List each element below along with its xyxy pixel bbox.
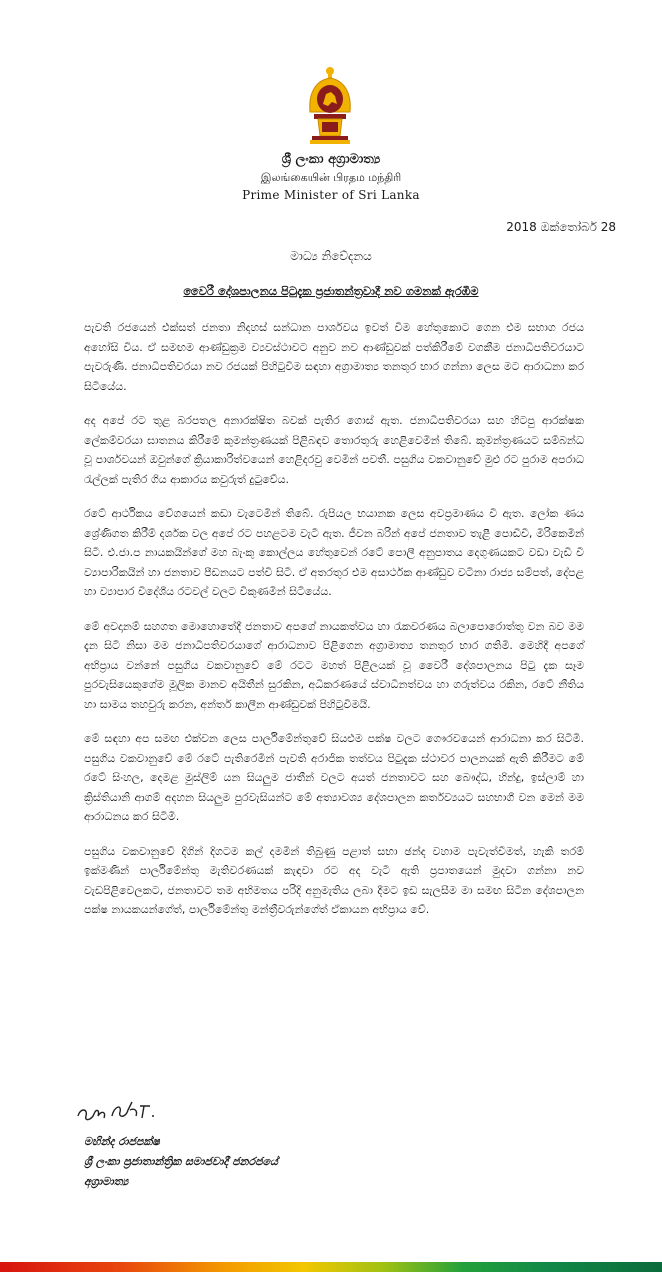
body-paragraph: පැවති රජයෙන් එක්සත් ජනතා නිදහස් සන්ධාන පාර්ශවය ඉවත් වීම හේතුකොට ගෙන එම සභාග රජය අහෝසි විය. ඒ සමඟම ආණ්ඩුක්‍රම ව්‍යවස්ථාවට අනුව නව ආණ්ඩුවක් පත්කිරීමේ වගකීම ජනාධිපතිවරයාට පැවරුණි. ජනාධිපතිවරයා නව රජයක් පිහිටුවීම සඳහා අග්‍රාමාත්‍ය තනතුර භාර ගන්නා ලෙස මට ආරාධනා කර සිටියේය. [84,321,584,393]
document-title: මාධ්‍ය නිවේදනය [290,249,372,263]
letterhead-title-english: Prime Minister of Sri Lanka [242,188,420,202]
body-paragraph: රටේ ආර්ථිකය වේගයෙන් කඩා වැටෙමින් තිබේ. රුපියල භයානක ලෙස අවප්‍රමාණය වී ඇත. ලෝක ණය ශ්‍රේණිගත කිරීම් දර්ශක වල අපේ රට පහළටම වැටී ඇත. ජීවන බරින් අපේ ජනතාව තැළී පොඩිවී, මිරිකෙමින් සිටී. එ.ජා.ප නායකයින්ගේ මහ බැංකු කොල්ලය හේතුවෙන් රටේ පොලී අනුපාතය දෙගුණයකට වඩා වැඩි වී ව්‍යාපාරිකයින් හා ජනතාව පීඩනයට පත්වී සිටී. ඒ අතරතුර එම අසාර්ථක ආණ්ඩුව වටිනා රාජ්‍ය සම්පත්, දේපළ හා ව්‍යාපාර විදේශීය රටවල් වලට විකුණමින් සිටියේය. [84,507,584,598]
document-subtitle: වෛරී දේශපාලනය පිටුදැක ප්‍රජාතන්ත්‍රවාදී නව ගමනක් ඇරඹීම [183,284,479,298]
body-paragraph: අද අපේ රට තුළ බරපතල අනාරක්ෂිත බවක් පැතිර ගොස් ඇත. ජනාධිපතිවරයා සහ හිටපු ආරක්ෂක ලේකම්වරයා ඝාතනය කිරීමේ කුමන්ත්‍රණයක් පිළිබඳව තොරතුරු හෙළිවෙමින් තිබේ. කුමන්ත්‍රණයට සම්බන්ධ වූ පාර්ශවයන් ඔවුන්ගේ ක්‍රියාකාරිත්වයෙන් හෙළිදරවු වෙමින් පවතී. පසුගිය වකවානුවේ මුළු රට පුරාම අපරාධ රැල්ලක් පැතිර ගිය ආකාරය කවුරුත් දුටුවේය. [84,414,584,486]
signatory-title: අග්‍රාමාත්‍ය [84,1175,129,1188]
document-body [84,318,584,935]
footer-color-bar [0,1262,662,1272]
body-paragraph: පසුගිය වකවානුවේ දිගින් දිගටම කල් දමමින් තිබුණු පළාත් සභා ඡන්ද වහාම පැවැත්වීමත්, හැකි තරම් ඉක්මණින් පාර්ලිමේන්තු මැතිවරණයක් කැඳවා රට අද වැටී ඇති ප්‍රපාතයෙන් මුදවා ගන්නා නව වැඩපිළිවෙලකට, ජනතාවට තම අභිමතය පරිදි අනුමැතිය ලබා දීමට ඉඩ සැලසීම මා සමඟ සිටින දේශපාලන පක්ෂ නායකයන්ගේත්, පාර්ලිමේන්තු මන්ත්‍රීවරුන්ගේත් ඒකායන අභිප්‍රාය වේ. [84,844,584,916]
signatory-name: මහින්ද රාජපක්ෂ [84,1135,160,1148]
document-date: 2018 ඔක්තෝබර් 28 [506,220,616,234]
sri-lanka-emblem-icon [304,66,356,146]
letterhead-title-sinhala: ශ්‍රී ලංකා අග්‍රාමාත්‍ය [281,152,381,167]
letterhead-title-tamil: இலங்கையின் பிரதம மந்திரி [260,171,402,184]
signatory-party: ශ්‍රී ලංකා ප්‍රජාතාන්ත්‍රික සමාජවාදී ජනරජයේ [84,1155,278,1168]
body-paragraph: මේ අවදානම් සහගත මොහොතේදී ජනතාව අපගේ නායකත්වය හා රැකවරණය බලාපොරොත්තු වන බව මම දැන සිටි නිසා මම ජනාධිපතිවරයාගේ ආරාධනාව පිළිගෙන අග්‍රාමාත්‍ය තනතුර භාර ගතිමි. මෙහිදී අපගේ අභිප්‍රාය වන්නේ පසුගිය වකවානුවේ මේ රටට මහත් පිළිලයක් වූ වෛරී දේශපාලනය පිටු දැක සෑම පුරවැසියෙකුගේම මූලික මානව අයිතීන් සුරකින, අධිකරණයේ ස්වාධීනත්වය හා ගරුත්වය රකින, රටේ නීතිය හා සාමය තහවුරු කරන, අන්තර් කාලීන ආණ්ඩුවක් පිහිටුවීමයි. [84,619,584,711]
body-paragraph: මේ සඳහා අප සමඟ එක්වන ලෙස පාර්ලිමේන්තුවේ සියළුම පක්ෂ වලට ගෞරවයෙන් ආරාධනා කර සිටිමි. පසුගිය වකවානුවේ මේ රටේ පැතිරෙමින් පැවති අරාජික තත්වය පිටුදැක ස්ථාවර පාලනයක් ඇති කිරීමට මේ රටේ සිංහල, දෙමළ මුස්ලිම් යන සියලුම ජාතීන් වලට අයත් ජනතාවට සහ බෞද්ධ, හින්දු, ඉස්ලාම් හා ක්‍රිස්තියානි ආගම් අදහන සියලුම පුරවැසියන්ට මේ අත්‍යාවශ්‍ය දේශපාලන කර්තව්‍යයට සහභාගී වන මෙන් මම ආරාධනය කර සිටිමි. [84,732,584,823]
handwritten-signature [74,1096,164,1126]
